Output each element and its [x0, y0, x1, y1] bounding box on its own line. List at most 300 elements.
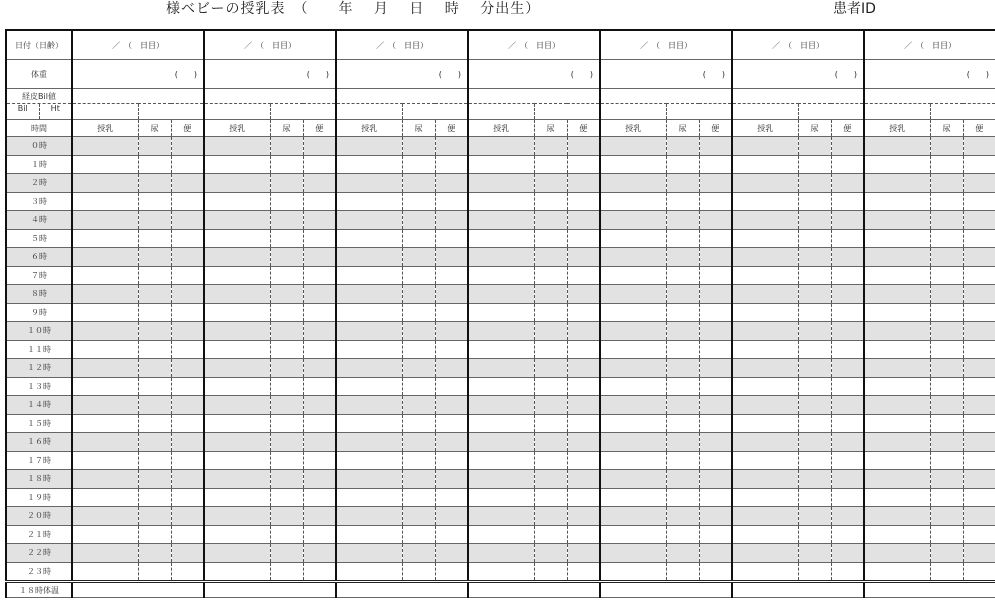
ht-value-day-3[interactable]: [402, 104, 468, 120]
stool-cell[interactable]: [171, 137, 204, 156]
urine-cell[interactable]: [270, 192, 303, 211]
feed-cell[interactable]: [336, 470, 402, 489]
feed-cell[interactable]: [600, 470, 666, 489]
urine-cell[interactable]: [798, 303, 831, 322]
urine-cell[interactable]: [402, 488, 435, 507]
stool-cell[interactable]: [171, 544, 204, 563]
feed-cell[interactable]: [732, 377, 798, 396]
feed-cell[interactable]: [864, 544, 930, 563]
stool-cell[interactable]: [831, 562, 864, 582]
stool-cell[interactable]: [171, 192, 204, 211]
stool-cell[interactable]: [435, 507, 468, 526]
stool-cell[interactable]: [435, 248, 468, 267]
urine-cell[interactable]: [798, 229, 831, 248]
urine-cell[interactable]: [270, 285, 303, 304]
feed-cell[interactable]: [72, 322, 138, 341]
stool-cell[interactable]: [699, 544, 732, 563]
urine-cell[interactable]: [930, 192, 963, 211]
urine-cell[interactable]: [798, 377, 831, 396]
feed-cell[interactable]: [600, 303, 666, 322]
temperature-cell-day-7[interactable]: [864, 582, 995, 598]
stool-cell[interactable]: [963, 470, 995, 489]
feed-cell[interactable]: [864, 192, 930, 211]
urine-cell[interactable]: [270, 229, 303, 248]
urine-cell[interactable]: [930, 470, 963, 489]
urine-cell[interactable]: [798, 433, 831, 452]
stool-cell[interactable]: [963, 322, 995, 341]
feed-cell[interactable]: [468, 322, 534, 341]
feed-cell[interactable]: [72, 562, 138, 582]
feed-cell[interactable]: [336, 229, 402, 248]
stool-cell[interactable]: [831, 396, 864, 415]
urine-cell[interactable]: [930, 525, 963, 544]
stool-cell[interactable]: [963, 266, 995, 285]
urine-cell[interactable]: [138, 507, 171, 526]
stool-cell[interactable]: [435, 322, 468, 341]
urine-cell[interactable]: [798, 155, 831, 174]
feed-cell[interactable]: [72, 137, 138, 156]
feed-cell[interactable]: [72, 248, 138, 267]
stool-cell[interactable]: [435, 488, 468, 507]
stool-cell[interactable]: [435, 303, 468, 322]
feed-cell[interactable]: [204, 544, 270, 563]
urine-cell[interactable]: [402, 155, 435, 174]
stool-cell[interactable]: [567, 174, 600, 193]
feed-cell[interactable]: [336, 248, 402, 267]
urine-cell[interactable]: [270, 470, 303, 489]
urine-cell[interactable]: [798, 507, 831, 526]
feed-cell[interactable]: [204, 562, 270, 582]
feed-cell[interactable]: [204, 433, 270, 452]
stool-cell[interactable]: [171, 396, 204, 415]
feed-cell[interactable]: [336, 433, 402, 452]
urine-cell[interactable]: [798, 470, 831, 489]
feed-cell[interactable]: [468, 470, 534, 489]
temperature-cell-day-1[interactable]: [72, 582, 204, 598]
urine-cell[interactable]: [930, 544, 963, 563]
urine-cell[interactable]: [534, 488, 567, 507]
stool-cell[interactable]: [567, 303, 600, 322]
stool-cell[interactable]: [303, 433, 336, 452]
urine-cell[interactable]: [534, 174, 567, 193]
stool-cell[interactable]: [171, 359, 204, 378]
stool-cell[interactable]: [567, 359, 600, 378]
stool-cell[interactable]: [435, 396, 468, 415]
feed-cell[interactable]: [864, 322, 930, 341]
feed-cell[interactable]: [204, 359, 270, 378]
feed-cell[interactable]: [468, 174, 534, 193]
weight-cell-day-1[interactable]: [72, 60, 204, 89]
urine-cell[interactable]: [666, 285, 699, 304]
stool-cell[interactable]: [699, 507, 732, 526]
feed-cell[interactable]: [732, 248, 798, 267]
urine-cell[interactable]: [666, 266, 699, 285]
feed-cell[interactable]: [732, 544, 798, 563]
temperature-cell-day-6[interactable]: [732, 582, 864, 598]
stool-cell[interactable]: [171, 451, 204, 470]
urine-cell[interactable]: [402, 433, 435, 452]
urine-cell[interactable]: [270, 396, 303, 415]
feed-cell[interactable]: [864, 377, 930, 396]
bil-value-day-7[interactable]: [864, 104, 930, 120]
feed-cell[interactable]: [600, 137, 666, 156]
stool-cell[interactable]: [831, 359, 864, 378]
urine-cell[interactable]: [666, 192, 699, 211]
stool-cell[interactable]: [699, 322, 732, 341]
urine-cell[interactable]: [666, 303, 699, 322]
stool-cell[interactable]: [963, 433, 995, 452]
feed-cell[interactable]: [204, 155, 270, 174]
stool-cell[interactable]: [963, 414, 995, 433]
stool-cell[interactable]: [303, 285, 336, 304]
stool-cell[interactable]: [831, 303, 864, 322]
feed-cell[interactable]: [336, 340, 402, 359]
weight-cell-day-6[interactable]: [732, 60, 864, 89]
feed-cell[interactable]: [864, 562, 930, 582]
stool-cell[interactable]: [435, 229, 468, 248]
urine-cell[interactable]: [534, 340, 567, 359]
temperature-cell-day-3[interactable]: [336, 582, 468, 598]
stool-cell[interactable]: [435, 525, 468, 544]
feed-cell[interactable]: [732, 414, 798, 433]
feed-cell[interactable]: [336, 451, 402, 470]
urine-cell[interactable]: [138, 192, 171, 211]
stool-cell[interactable]: [303, 248, 336, 267]
feed-cell[interactable]: [732, 525, 798, 544]
stool-cell[interactable]: [303, 211, 336, 230]
stool-cell[interactable]: [963, 359, 995, 378]
stool-cell[interactable]: [435, 433, 468, 452]
feed-cell[interactable]: [72, 266, 138, 285]
stool-cell[interactable]: [963, 562, 995, 582]
feed-cell[interactable]: [864, 433, 930, 452]
feed-cell[interactable]: [468, 414, 534, 433]
stool-cell[interactable]: [831, 433, 864, 452]
urine-cell[interactable]: [270, 211, 303, 230]
urine-cell[interactable]: [666, 544, 699, 563]
urine-cell[interactable]: [138, 303, 171, 322]
urine-cell[interactable]: [930, 248, 963, 267]
stool-cell[interactable]: [303, 266, 336, 285]
stool-cell[interactable]: [699, 155, 732, 174]
feed-cell[interactable]: [468, 507, 534, 526]
urine-cell[interactable]: [534, 544, 567, 563]
feed-cell[interactable]: [204, 192, 270, 211]
urine-cell[interactable]: [930, 174, 963, 193]
urine-cell[interactable]: [666, 229, 699, 248]
feed-cell[interactable]: [72, 507, 138, 526]
urine-cell[interactable]: [138, 137, 171, 156]
feed-cell[interactable]: [600, 433, 666, 452]
feed-cell[interactable]: [336, 544, 402, 563]
urine-cell[interactable]: [270, 414, 303, 433]
temperature-cell-day-2[interactable]: [204, 582, 336, 598]
urine-cell[interactable]: [930, 414, 963, 433]
urine-cell[interactable]: [270, 340, 303, 359]
feed-cell[interactable]: [72, 285, 138, 304]
urine-cell[interactable]: [402, 229, 435, 248]
feed-cell[interactable]: [204, 451, 270, 470]
feed-cell[interactable]: [468, 192, 534, 211]
feed-cell[interactable]: [732, 285, 798, 304]
stool-cell[interactable]: [831, 211, 864, 230]
stool-cell[interactable]: [963, 155, 995, 174]
urine-cell[interactable]: [402, 470, 435, 489]
feed-cell[interactable]: [468, 562, 534, 582]
stool-cell[interactable]: [831, 470, 864, 489]
stool-cell[interactable]: [171, 303, 204, 322]
feed-cell[interactable]: [732, 155, 798, 174]
stool-cell[interactable]: [963, 137, 995, 156]
urine-cell[interactable]: [930, 433, 963, 452]
urine-cell[interactable]: [534, 192, 567, 211]
feed-cell[interactable]: [72, 303, 138, 322]
stool-cell[interactable]: [567, 192, 600, 211]
stool-cell[interactable]: [831, 155, 864, 174]
urine-cell[interactable]: [270, 155, 303, 174]
stool-cell[interactable]: [171, 470, 204, 489]
feed-cell[interactable]: [864, 340, 930, 359]
bil-cell-day-1[interactable]: [72, 89, 204, 104]
stool-cell[interactable]: [567, 396, 600, 415]
urine-cell[interactable]: [666, 451, 699, 470]
urine-cell[interactable]: [930, 137, 963, 156]
stool-cell[interactable]: [435, 285, 468, 304]
feed-cell[interactable]: [336, 414, 402, 433]
stool-cell[interactable]: [171, 377, 204, 396]
urine-cell[interactable]: [930, 359, 963, 378]
stool-cell[interactable]: [303, 544, 336, 563]
feed-cell[interactable]: [600, 451, 666, 470]
urine-cell[interactable]: [402, 396, 435, 415]
stool-cell[interactable]: [171, 433, 204, 452]
urine-cell[interactable]: [534, 211, 567, 230]
feed-cell[interactable]: [468, 303, 534, 322]
urine-cell[interactable]: [666, 396, 699, 415]
stool-cell[interactable]: [831, 229, 864, 248]
stool-cell[interactable]: [171, 248, 204, 267]
stool-cell[interactable]: [963, 192, 995, 211]
stool-cell[interactable]: [303, 322, 336, 341]
bil-cell-day-3[interactable]: [336, 89, 468, 104]
urine-cell[interactable]: [930, 377, 963, 396]
urine-cell[interactable]: [138, 433, 171, 452]
feed-cell[interactable]: [864, 488, 930, 507]
temperature-cell-day-4[interactable]: [468, 582, 600, 598]
urine-cell[interactable]: [798, 340, 831, 359]
stool-cell[interactable]: [699, 248, 732, 267]
urine-cell[interactable]: [534, 137, 567, 156]
feed-cell[interactable]: [72, 229, 138, 248]
stool-cell[interactable]: [699, 359, 732, 378]
stool-cell[interactable]: [831, 174, 864, 193]
feed-cell[interactable]: [732, 562, 798, 582]
stool-cell[interactable]: [567, 211, 600, 230]
stool-cell[interactable]: [831, 525, 864, 544]
stool-cell[interactable]: [963, 303, 995, 322]
urine-cell[interactable]: [138, 451, 171, 470]
stool-cell[interactable]: [699, 377, 732, 396]
feed-cell[interactable]: [732, 137, 798, 156]
feed-cell[interactable]: [732, 359, 798, 378]
stool-cell[interactable]: [699, 285, 732, 304]
date-cell-day-5[interactable]: [600, 30, 732, 60]
feed-cell[interactable]: [468, 155, 534, 174]
feed-cell[interactable]: [864, 266, 930, 285]
stool-cell[interactable]: [567, 248, 600, 267]
feed-cell[interactable]: [732, 433, 798, 452]
urine-cell[interactable]: [402, 562, 435, 582]
stool-cell[interactable]: [567, 266, 600, 285]
bil-cell-day-4[interactable]: [468, 89, 600, 104]
feed-cell[interactable]: [468, 377, 534, 396]
bil-value-day-6[interactable]: [732, 104, 798, 120]
urine-cell[interactable]: [798, 544, 831, 563]
feed-cell[interactable]: [600, 192, 666, 211]
urine-cell[interactable]: [270, 174, 303, 193]
feed-cell[interactable]: [600, 525, 666, 544]
stool-cell[interactable]: [567, 562, 600, 582]
feed-cell[interactable]: [204, 470, 270, 489]
feed-cell[interactable]: [336, 192, 402, 211]
stool-cell[interactable]: [567, 525, 600, 544]
urine-cell[interactable]: [138, 544, 171, 563]
urine-cell[interactable]: [402, 137, 435, 156]
urine-cell[interactable]: [270, 359, 303, 378]
feed-cell[interactable]: [336, 359, 402, 378]
urine-cell[interactable]: [930, 303, 963, 322]
urine-cell[interactable]: [930, 396, 963, 415]
feed-cell[interactable]: [204, 507, 270, 526]
bil-cell-day-7[interactable]: [864, 89, 995, 104]
feed-cell[interactable]: [336, 174, 402, 193]
stool-cell[interactable]: [303, 137, 336, 156]
urine-cell[interactable]: [930, 155, 963, 174]
feed-cell[interactable]: [204, 322, 270, 341]
urine-cell[interactable]: [666, 340, 699, 359]
feed-cell[interactable]: [336, 396, 402, 415]
feed-cell[interactable]: [468, 544, 534, 563]
urine-cell[interactable]: [138, 248, 171, 267]
feed-cell[interactable]: [600, 377, 666, 396]
urine-cell[interactable]: [270, 266, 303, 285]
feed-cell[interactable]: [72, 433, 138, 452]
feed-cell[interactable]: [732, 229, 798, 248]
feed-cell[interactable]: [732, 266, 798, 285]
stool-cell[interactable]: [963, 340, 995, 359]
urine-cell[interactable]: [666, 155, 699, 174]
feed-cell[interactable]: [336, 285, 402, 304]
feed-cell[interactable]: [204, 285, 270, 304]
feed-cell[interactable]: [336, 488, 402, 507]
stool-cell[interactable]: [831, 488, 864, 507]
stool-cell[interactable]: [303, 174, 336, 193]
urine-cell[interactable]: [930, 451, 963, 470]
urine-cell[interactable]: [402, 507, 435, 526]
urine-cell[interactable]: [402, 525, 435, 544]
urine-cell[interactable]: [402, 359, 435, 378]
stool-cell[interactable]: [303, 229, 336, 248]
urine-cell[interactable]: [666, 248, 699, 267]
feed-cell[interactable]: [72, 544, 138, 563]
urine-cell[interactable]: [402, 544, 435, 563]
feed-cell[interactable]: [72, 396, 138, 415]
urine-cell[interactable]: [534, 322, 567, 341]
urine-cell[interactable]: [666, 507, 699, 526]
urine-cell[interactable]: [798, 285, 831, 304]
stool-cell[interactable]: [435, 451, 468, 470]
urine-cell[interactable]: [402, 174, 435, 193]
urine-cell[interactable]: [138, 340, 171, 359]
stool-cell[interactable]: [435, 377, 468, 396]
stool-cell[interactable]: [567, 470, 600, 489]
stool-cell[interactable]: [699, 192, 732, 211]
feed-cell[interactable]: [72, 211, 138, 230]
feed-cell[interactable]: [600, 229, 666, 248]
urine-cell[interactable]: [138, 488, 171, 507]
date-cell-day-6[interactable]: [732, 30, 864, 60]
stool-cell[interactable]: [831, 414, 864, 433]
urine-cell[interactable]: [402, 303, 435, 322]
ht-value-day-1[interactable]: [138, 104, 204, 120]
feed-cell[interactable]: [72, 470, 138, 489]
stool-cell[interactable]: [831, 266, 864, 285]
urine-cell[interactable]: [534, 155, 567, 174]
urine-cell[interactable]: [138, 266, 171, 285]
urine-cell[interactable]: [534, 451, 567, 470]
stool-cell[interactable]: [171, 285, 204, 304]
feed-cell[interactable]: [204, 377, 270, 396]
feed-cell[interactable]: [864, 285, 930, 304]
stool-cell[interactable]: [303, 470, 336, 489]
stool-cell[interactable]: [303, 396, 336, 415]
feed-cell[interactable]: [72, 414, 138, 433]
feed-cell[interactable]: [732, 507, 798, 526]
feed-cell[interactable]: [72, 359, 138, 378]
feed-cell[interactable]: [732, 174, 798, 193]
ht-value-day-7[interactable]: [930, 104, 995, 120]
feed-cell[interactable]: [468, 285, 534, 304]
feed-cell[interactable]: [204, 303, 270, 322]
stool-cell[interactable]: [831, 507, 864, 526]
feed-cell[interactable]: [864, 470, 930, 489]
stool-cell[interactable]: [435, 211, 468, 230]
stool-cell[interactable]: [567, 229, 600, 248]
urine-cell[interactable]: [666, 414, 699, 433]
urine-cell[interactable]: [270, 488, 303, 507]
urine-cell[interactable]: [402, 451, 435, 470]
feed-cell[interactable]: [864, 155, 930, 174]
stool-cell[interactable]: [567, 137, 600, 156]
stool-cell[interactable]: [171, 229, 204, 248]
stool-cell[interactable]: [435, 137, 468, 156]
stool-cell[interactable]: [699, 174, 732, 193]
weight-cell-day-3[interactable]: [336, 60, 468, 89]
feed-cell[interactable]: [336, 562, 402, 582]
feed-cell[interactable]: [468, 340, 534, 359]
stool-cell[interactable]: [699, 562, 732, 582]
urine-cell[interactable]: [534, 525, 567, 544]
urine-cell[interactable]: [798, 488, 831, 507]
feed-cell[interactable]: [336, 303, 402, 322]
stool-cell[interactable]: [699, 303, 732, 322]
stool-cell[interactable]: [171, 525, 204, 544]
bil-cell-day-5[interactable]: [600, 89, 732, 104]
feed-cell[interactable]: [72, 488, 138, 507]
urine-cell[interactable]: [270, 377, 303, 396]
feed-cell[interactable]: [732, 211, 798, 230]
feed-cell[interactable]: [468, 525, 534, 544]
